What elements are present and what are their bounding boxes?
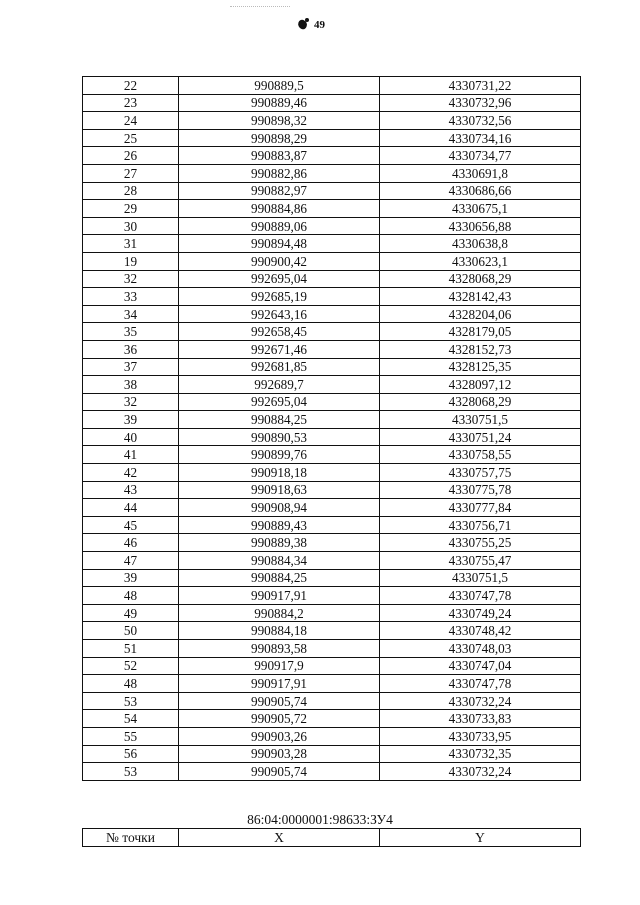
y-coordinate-cell: 4330748,03	[380, 640, 581, 658]
table-row	[83, 675, 581, 693]
coordinates-table-body	[83, 77, 581, 781]
table-row	[83, 481, 581, 499]
point-number-cell: 26	[83, 147, 179, 165]
table-row	[83, 358, 581, 376]
x-coordinate-cell: 990900,42	[179, 252, 380, 270]
x-coordinate-cell: 990894,48	[179, 235, 380, 253]
y-coordinate-cell: 4330691,8	[380, 164, 581, 182]
table-row	[83, 657, 581, 675]
table-row	[83, 622, 581, 640]
y-coordinate-cell: 4328097,12	[380, 376, 581, 394]
column-header-x: X	[179, 829, 380, 847]
point-number-cell: 49	[83, 604, 179, 622]
x-coordinate-cell: 990905,74	[179, 763, 380, 781]
table-row	[83, 129, 581, 147]
y-coordinate-cell: 4328068,29	[380, 393, 581, 411]
table-row	[83, 393, 581, 411]
y-coordinate-cell: 4330638,8	[380, 235, 581, 253]
x-coordinate-cell: 990908,94	[179, 499, 380, 517]
next-table-header	[82, 828, 581, 847]
point-number-cell: 24	[83, 112, 179, 130]
x-coordinate-cell: 990917,91	[179, 587, 380, 605]
x-coordinate-cell: 990889,5	[179, 77, 380, 95]
page-number: 49	[314, 19, 325, 31]
y-coordinate-cell: 4330756,71	[380, 516, 581, 534]
x-coordinate-cell: 990884,34	[179, 552, 380, 570]
y-coordinate-cell: 4330686,66	[380, 182, 581, 200]
point-number-cell: 22	[83, 77, 179, 95]
point-number-cell: 45	[83, 516, 179, 534]
y-coordinate-cell: 4330623,1	[380, 252, 581, 270]
y-coordinate-cell: 4330747,78	[380, 675, 581, 693]
point-number-cell: 48	[83, 675, 179, 693]
scan-artifact	[230, 6, 290, 17]
y-coordinate-cell: 4330747,04	[380, 657, 581, 675]
stamp-mark-icon	[296, 18, 310, 32]
x-coordinate-cell: 990882,97	[179, 182, 380, 200]
y-coordinate-cell: 4330675,1	[380, 200, 581, 218]
point-number-cell: 53	[83, 763, 179, 781]
x-coordinate-cell: 992685,19	[179, 288, 380, 306]
x-coordinate-cell: 990884,86	[179, 200, 380, 218]
x-coordinate-cell: 992695,04	[179, 270, 380, 288]
y-coordinate-cell: 4330734,16	[380, 129, 581, 147]
x-coordinate-cell: 990905,74	[179, 692, 380, 710]
point-number-cell: 19	[83, 252, 179, 270]
point-number-cell: 39	[83, 569, 179, 587]
x-coordinate-cell: 990917,9	[179, 657, 380, 675]
column-header-point: № точки	[83, 829, 179, 847]
coordinates-table	[82, 76, 581, 781]
section-title: 86:04:0000001:98633:ЗУ4	[247, 812, 393, 827]
y-coordinate-cell: 4330732,56	[380, 112, 581, 130]
x-coordinate-cell: 990889,46	[179, 94, 380, 112]
column-header-y: Y	[380, 829, 581, 847]
x-coordinate-cell: 990889,38	[179, 534, 380, 552]
point-number-cell: 51	[83, 640, 179, 658]
point-number-cell: 56	[83, 745, 179, 763]
x-coordinate-cell: 990884,25	[179, 411, 380, 429]
point-number-cell: 32	[83, 270, 179, 288]
table-row	[83, 376, 581, 394]
table-row	[83, 164, 581, 182]
x-coordinate-cell: 990884,18	[179, 622, 380, 640]
point-number-cell: 50	[83, 622, 179, 640]
y-coordinate-cell: 4330734,77	[380, 147, 581, 165]
point-number-cell: 44	[83, 499, 179, 517]
table-row	[83, 77, 581, 95]
point-number-cell: 40	[83, 428, 179, 446]
point-number-cell: 25	[83, 129, 179, 147]
point-number-cell: 30	[83, 217, 179, 235]
x-coordinate-cell: 990918,63	[179, 481, 380, 499]
table-row	[83, 235, 581, 253]
x-coordinate-cell: 990898,29	[179, 129, 380, 147]
point-number-cell: 35	[83, 323, 179, 341]
header-row	[83, 829, 581, 847]
x-coordinate-cell: 990893,58	[179, 640, 380, 658]
table-row	[83, 745, 581, 763]
point-number-cell: 31	[83, 235, 179, 253]
point-number-cell: 46	[83, 534, 179, 552]
x-coordinate-cell: 990898,32	[179, 112, 380, 130]
point-number-cell: 36	[83, 340, 179, 358]
y-coordinate-cell: 4330775,78	[380, 481, 581, 499]
page-header	[296, 14, 325, 36]
y-coordinate-cell: 4330751,5	[380, 569, 581, 587]
table-row	[83, 94, 581, 112]
table-row	[83, 182, 581, 200]
x-coordinate-cell: 992671,46	[179, 340, 380, 358]
point-number-cell: 27	[83, 164, 179, 182]
y-coordinate-cell: 4330749,24	[380, 604, 581, 622]
y-coordinate-cell: 4328152,73	[380, 340, 581, 358]
x-coordinate-cell: 990903,26	[179, 727, 380, 745]
table-row	[83, 288, 581, 306]
table-row	[83, 323, 581, 341]
y-coordinate-cell: 4328142,43	[380, 288, 581, 306]
y-coordinate-cell: 4330656,88	[380, 217, 581, 235]
y-coordinate-cell: 4330732,24	[380, 763, 581, 781]
x-coordinate-cell: 990884,25	[179, 569, 380, 587]
x-coordinate-cell: 990882,86	[179, 164, 380, 182]
point-number-cell: 29	[83, 200, 179, 218]
x-coordinate-cell: 990917,91	[179, 675, 380, 693]
x-coordinate-cell: 992658,45	[179, 323, 380, 341]
point-number-cell: 53	[83, 692, 179, 710]
x-coordinate-cell: 990899,76	[179, 446, 380, 464]
table-row	[83, 727, 581, 745]
y-coordinate-cell: 4330751,24	[380, 428, 581, 446]
y-coordinate-cell: 4328179,05	[380, 323, 581, 341]
point-number-cell: 52	[83, 657, 179, 675]
table-row	[83, 112, 581, 130]
point-number-cell: 47	[83, 552, 179, 570]
table-row	[83, 499, 581, 517]
x-coordinate-cell: 992689,7	[179, 376, 380, 394]
x-coordinate-cell: 992643,16	[179, 305, 380, 323]
table-row	[83, 411, 581, 429]
table-row	[83, 270, 581, 288]
table-row	[83, 217, 581, 235]
table-row	[83, 252, 581, 270]
table-row	[83, 710, 581, 728]
x-coordinate-cell: 992695,04	[179, 393, 380, 411]
table-row	[83, 587, 581, 605]
y-coordinate-cell: 4330733,83	[380, 710, 581, 728]
y-coordinate-cell: 4330733,95	[380, 727, 581, 745]
table-row	[83, 516, 581, 534]
point-number-cell: 28	[83, 182, 179, 200]
point-number-cell: 32	[83, 393, 179, 411]
point-number-cell: 55	[83, 727, 179, 745]
y-coordinate-cell: 4330748,42	[380, 622, 581, 640]
table-row	[83, 340, 581, 358]
point-number-cell: 38	[83, 376, 179, 394]
table-row	[83, 147, 581, 165]
x-coordinate-cell: 992681,85	[179, 358, 380, 376]
x-coordinate-cell: 990905,72	[179, 710, 380, 728]
x-coordinate-cell: 990918,18	[179, 464, 380, 482]
table-row	[83, 640, 581, 658]
point-number-cell: 43	[83, 481, 179, 499]
point-number-cell: 34	[83, 305, 179, 323]
table-row	[83, 200, 581, 218]
point-number-cell: 39	[83, 411, 179, 429]
x-coordinate-cell: 990883,87	[179, 147, 380, 165]
table-row	[83, 692, 581, 710]
x-coordinate-cell: 990889,06	[179, 217, 380, 235]
point-number-cell: 41	[83, 446, 179, 464]
point-number-cell: 37	[83, 358, 179, 376]
point-number-cell: 33	[83, 288, 179, 306]
x-coordinate-cell: 990890,53	[179, 428, 380, 446]
y-coordinate-cell: 4330751,5	[380, 411, 581, 429]
y-coordinate-cell: 4330732,96	[380, 94, 581, 112]
table-row	[83, 446, 581, 464]
y-coordinate-cell: 4328068,29	[380, 270, 581, 288]
x-coordinate-cell: 990889,43	[179, 516, 380, 534]
x-coordinate-cell: 990903,28	[179, 745, 380, 763]
table-row	[83, 464, 581, 482]
table-row	[83, 428, 581, 446]
point-number-cell: 54	[83, 710, 179, 728]
y-coordinate-cell: 4330747,78	[380, 587, 581, 605]
table-row	[83, 604, 581, 622]
point-number-cell: 42	[83, 464, 179, 482]
y-coordinate-cell: 4330758,55	[380, 446, 581, 464]
table-row	[83, 305, 581, 323]
y-coordinate-cell: 4328125,35	[380, 358, 581, 376]
y-coordinate-cell: 4328204,06	[380, 305, 581, 323]
y-coordinate-cell: 4330777,84	[380, 499, 581, 517]
table-row	[83, 534, 581, 552]
y-coordinate-cell: 4330755,47	[380, 552, 581, 570]
y-coordinate-cell: 4330732,35	[380, 745, 581, 763]
y-coordinate-cell: 4330731,22	[380, 77, 581, 95]
y-coordinate-cell: 4330755,25	[380, 534, 581, 552]
table-row	[83, 569, 581, 587]
table-row	[83, 763, 581, 781]
table-row	[83, 552, 581, 570]
y-coordinate-cell: 4330757,75	[380, 464, 581, 482]
y-coordinate-cell: 4330732,24	[380, 692, 581, 710]
point-number-cell: 23	[83, 94, 179, 112]
x-coordinate-cell: 990884,2	[179, 604, 380, 622]
point-number-cell: 48	[83, 587, 179, 605]
